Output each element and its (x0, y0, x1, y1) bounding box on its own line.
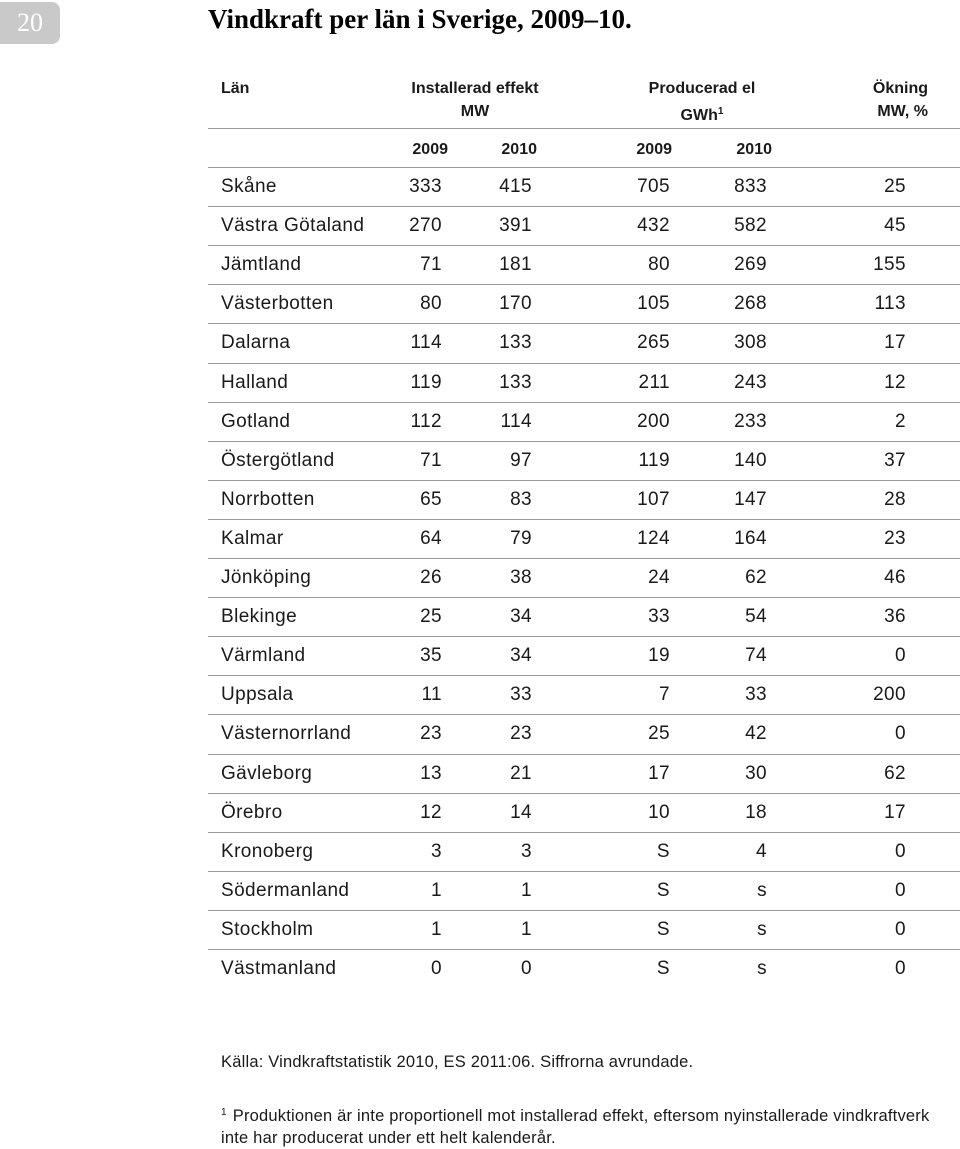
cell-increase: 0 (895, 723, 906, 745)
cell-name: Gävleborg (221, 762, 313, 784)
cell-mw2009: 1 (431, 918, 442, 940)
page-title: Vindkraft per län i Sverige, 2009–10. (208, 4, 632, 34)
cell-mw2010: 3 (521, 840, 532, 862)
cell-mw2009: 80 (420, 293, 442, 315)
cell-mw2010: 34 (510, 645, 532, 667)
cell-increase: 12 (884, 371, 906, 393)
cell-mw2009: 1 (431, 879, 442, 901)
cell-gwh2009: 705 (637, 176, 670, 197)
cell-increase: 17 (884, 801, 906, 823)
header-okning (873, 77, 928, 123)
cell-mw2010: 181 (499, 254, 532, 276)
cell-gwh2010: 30 (745, 762, 767, 784)
footnote (221, 1102, 960, 1149)
cell-gwh2010: 42 (745, 723, 767, 745)
cell-mw2009: 270 (409, 215, 442, 237)
cell-gwh2009: 25 (648, 723, 670, 745)
cell-gwh2009: 80 (648, 254, 670, 276)
cell-mw2009: 11 (421, 684, 442, 706)
cell-gwh2010: 54 (745, 606, 767, 628)
cell-increase: 0 (895, 918, 906, 940)
cell-gwh2009: 265 (637, 332, 670, 354)
cell-gwh2010: 4 (756, 840, 767, 862)
source-note: Källa: Vindkraftstatistik 2010, ES 2011:06. Siffrorna avrundade. (221, 1053, 694, 1071)
cell-increase: 0 (895, 840, 906, 862)
cell-mw2010: 23 (510, 723, 532, 745)
footnote-text: Produktionen är inte proportionell mot installerad effekt, eftersom nyinstallerade vindkraftverk inte har producerat under ett helt kalenderår. (221, 1107, 930, 1147)
cell-name: Stockholm (221, 918, 314, 940)
cell-increase: 2 (895, 410, 906, 432)
cell-gwh2009: S (656, 958, 670, 979)
cell-gwh2010: 233 (734, 410, 767, 432)
cell-mw2010: 33 (510, 684, 532, 706)
cell-increase: 62 (884, 762, 906, 784)
cell-name: Västerbotten (221, 293, 334, 315)
cell-gwh2010: s (757, 879, 767, 901)
table-row (0, 715, 960, 754)
cell-mw2009: 64 (420, 527, 442, 549)
cell-mw2010: 133 (499, 371, 532, 393)
header-lan: Län (221, 80, 250, 97)
header-year-gwh-2010: 2010 (736, 141, 772, 158)
cell-name: Kronoberg (221, 840, 314, 862)
cell-gwh2010: 243 (734, 371, 767, 393)
table-row (0, 364, 960, 403)
cell-increase: 113 (874, 293, 906, 315)
cell-name: Norrbotten (221, 488, 315, 510)
cell-mw2009: 65 (420, 488, 442, 510)
cell-gwh2009: S (656, 879, 670, 901)
header-producerad-footnote-mark: 1 (717, 106, 724, 117)
cell-name: Västernorrland (221, 723, 352, 745)
table-row (0, 168, 960, 207)
header-okning-line2: MW, % (877, 103, 928, 120)
cell-gwh2010: 268 (734, 293, 767, 315)
cell-gwh2010: 833 (734, 176, 767, 197)
cell-gwh2010: 269 (734, 254, 767, 276)
cell-gwh2009: 124 (637, 527, 670, 549)
cell-mw2010: 133 (499, 332, 532, 354)
cell-gwh2009: 200 (637, 410, 670, 432)
cell-mw2009: 13 (420, 762, 442, 784)
header-year-mw-2010: 2010 (501, 141, 537, 158)
cell-mw2010: 114 (500, 410, 532, 432)
cell-increase: 25 (884, 176, 906, 197)
cell-mw2009: 71 (420, 449, 442, 471)
cell-mw2010: 1 (521, 918, 532, 940)
cell-gwh2010: s (757, 958, 767, 979)
header-year-mw-2009: 2009 (412, 141, 448, 158)
cell-gwh2009: S (656, 840, 670, 862)
header-installerad-line1: Installerad effekt (411, 80, 539, 97)
cell-mw2010: 14 (510, 801, 532, 823)
cell-name: Blekinge (221, 606, 298, 628)
cell-increase: 36 (884, 606, 906, 628)
cell-increase: 200 (873, 684, 906, 706)
cell-name: Gotland (221, 410, 291, 432)
header-installerad-line2: MW (460, 103, 490, 120)
table-row (0, 324, 960, 363)
cell-mw2009: 23 (420, 723, 442, 745)
cell-increase: 17 (884, 332, 906, 354)
cell-name: Västmanland (221, 958, 337, 979)
cell-name: Dalarna (221, 332, 291, 354)
cell-increase: 0 (895, 958, 906, 979)
cell-name: Värmland (221, 645, 306, 667)
cell-mw2010: 170 (499, 293, 532, 315)
cell-name: Jämtland (221, 254, 302, 276)
table-row (0, 833, 960, 872)
cell-increase: 46 (884, 567, 906, 588)
table-row (0, 207, 960, 246)
cell-increase: 28 (884, 488, 906, 510)
header-producerad-el (649, 77, 756, 127)
cell-gwh2010: 582 (734, 215, 767, 237)
table-row (0, 481, 960, 520)
cell-gwh2010: 33 (745, 684, 767, 706)
cell-mw2010: 38 (510, 567, 532, 588)
table-row (0, 637, 960, 676)
cell-mw2009: 35 (420, 645, 442, 667)
table-row (0, 559, 960, 598)
cell-mw2010: 79 (510, 527, 532, 549)
cell-mw2010: 415 (499, 176, 532, 197)
cell-mw2010: 0 (521, 958, 532, 979)
cell-increase: 0 (895, 879, 906, 901)
cell-gwh2010: 18 (745, 801, 767, 823)
cell-name: Östergötland (221, 449, 335, 471)
cell-mw2009: 3 (431, 840, 442, 862)
cell-gwh2009: 119 (638, 449, 670, 471)
cell-name: Skåne (221, 176, 277, 197)
cell-gwh2010: 147 (734, 488, 767, 510)
cell-gwh2009: 33 (648, 606, 670, 628)
table-row (0, 872, 960, 911)
cell-name: Västra Götaland (221, 215, 365, 237)
table-row (0, 794, 960, 833)
cell-mw2010: 391 (499, 215, 532, 237)
table-row (0, 676, 960, 715)
cell-mw2010: 21 (510, 762, 532, 784)
footnote-mark: 1 (221, 1107, 227, 1118)
cell-mw2009: 119 (410, 371, 442, 393)
cell-increase: 23 (884, 527, 906, 549)
cell-gwh2009: 10 (648, 801, 670, 823)
cell-gwh2009: S (656, 918, 670, 940)
table-row (0, 520, 960, 559)
cell-gwh2009: 19 (648, 645, 670, 667)
header-year-gwh-2009: 2009 (636, 141, 672, 158)
table-row (0, 403, 960, 442)
cell-mw2009: 25 (420, 606, 442, 628)
cell-name: Halland (221, 371, 289, 393)
header-okning-line1: Ökning (872, 80, 928, 97)
cell-mw2010: 34 (510, 606, 532, 628)
cell-gwh2010: 74 (745, 645, 767, 667)
cell-name: Jönköping (221, 567, 312, 588)
table-row (0, 950, 960, 989)
cell-mw2010: 97 (510, 449, 532, 471)
cell-increase: 0 (895, 645, 906, 667)
cell-gwh2010: s (757, 918, 767, 940)
cell-gwh2009: 107 (637, 488, 670, 510)
cell-mw2009: 114 (410, 332, 442, 354)
header-installerad-effekt (411, 77, 538, 123)
cell-mw2010: 83 (510, 488, 532, 510)
cell-name: Södermanland (221, 879, 350, 901)
cell-gwh2009: 17 (648, 762, 670, 784)
table-row (0, 598, 960, 637)
cell-name: Uppsala (221, 684, 294, 706)
table-row (0, 442, 960, 481)
cell-mw2009: 71 (420, 254, 442, 276)
header-divider (208, 128, 960, 129)
table-row (0, 755, 960, 794)
cell-gwh2009: 105 (637, 293, 670, 315)
table-row (0, 285, 960, 324)
cell-gwh2010: 62 (745, 567, 767, 588)
cell-gwh2010: 164 (734, 527, 767, 549)
cell-mw2009: 333 (409, 176, 442, 197)
cell-mw2009: 0 (431, 958, 442, 979)
cell-increase: 37 (884, 449, 906, 471)
header-producerad-line2: GWh (680, 107, 718, 124)
cell-mw2009: 12 (420, 801, 442, 823)
page-number: 20 (0, 2, 60, 44)
cell-gwh2009: 24 (648, 567, 670, 588)
cell-gwh2009: 432 (637, 215, 670, 237)
cell-gwh2009: 211 (638, 371, 670, 393)
cell-gwh2010: 308 (734, 332, 767, 354)
cell-mw2010: 1 (521, 879, 532, 901)
cell-gwh2009: 7 (659, 684, 670, 706)
header-producerad-line1: Producerad el (648, 80, 756, 97)
cell-increase: 45 (884, 215, 906, 237)
cell-name: Kalmar (221, 527, 284, 549)
cell-gwh2010: 140 (734, 449, 767, 471)
cell-increase: 155 (873, 254, 906, 276)
table-row (0, 911, 960, 950)
cell-mw2009: 26 (420, 567, 442, 588)
header-producerad-line2-wrap (649, 100, 756, 127)
table-row (0, 246, 960, 285)
cell-mw2009: 112 (410, 410, 442, 432)
cell-name: Örebro (221, 801, 283, 823)
